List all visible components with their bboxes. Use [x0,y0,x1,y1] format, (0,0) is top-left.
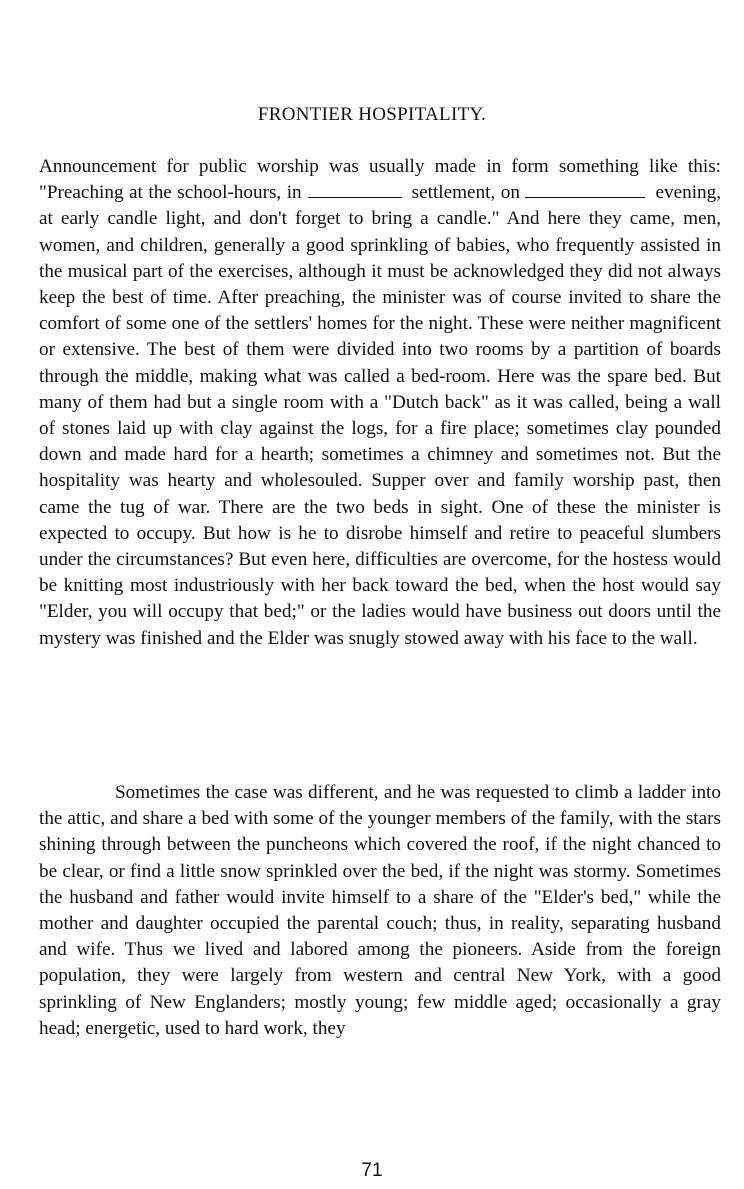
paragraph-1-part-3: evening, at early candle light, and don't forget to bring a candle." And here they came, men, women, and children, generally a good sprinkling of babies, who frequently assisted in the musical part of the exercises, although it must be acknowledged they did not always keep the best of time. After preaching, the minister was of course invited to share the comfort of some one of the settlers' homes for the night. These were neither magnificent or extensive. The best of them were divided into two rooms by a partition of boards through the middle, making what was called a bed-room. Here was the spare bed. But many of them had but a single room with a "Dutch back" as it was called, being a wall of stones laid up with clay against the logs, for a fire place; sometimes clay pounded down and made hard for a hearth; sometimes a chimney and sometimes not. But the hospitality was hearty and wholesouled. Supper over and family worship past, then came the tug of war. There are the two beds in sight. One of these the minister is expected to occupy. But how is he to disrobe himself and retire to peaceful slumbers under the circumstances? But even here, difficulties are overcome, for the hostess would be knitting most industriously with her back toward the bed, when the host would say "Elder, you will occupy that bed;" or the ladies would have business out doors until the mystery was finished and the Elder was snugly stowed away with his face to the wall. [39,182,722,649]
paragraph-2: Sometimes the case was different, and he was requested to climb a ladder into the attic, and share a bed with some of the younger members of the family, with the stars shining through between the puncheons which covered the roof, if the night chanced to be clear, or find a little snow sprinkled over the bed, if the night was stormy. Sometimes the husband and father would invite himself to a share of the "Elder's bed," while the mother and daughter occupied the parental couch; thus, in reality, separating husband and wife. Thus we lived and labored among the pioneers. Aside from the foreign population, they were largely from western and central New York, with a good sprinkling of New Englanders; mostly young; few middle aged; occasionally a gray head; energetic, used to hard work, they [39,782,721,1039]
chapter-title: FRONTIER HOSPITALITY. [257,104,487,125]
fill-in-blank-settlement [308,181,402,198]
paragraph-1-part-1: Announcement for public worship was usually made in form something like this: "Preaching at the school-hours, in [39,156,721,204]
paragraph-1 [39,154,721,652]
paragraph-1-part-2: settlement, on [411,182,520,204]
fill-in-blank-evening [525,181,645,198]
page-number: 71 [361,1160,383,1181]
